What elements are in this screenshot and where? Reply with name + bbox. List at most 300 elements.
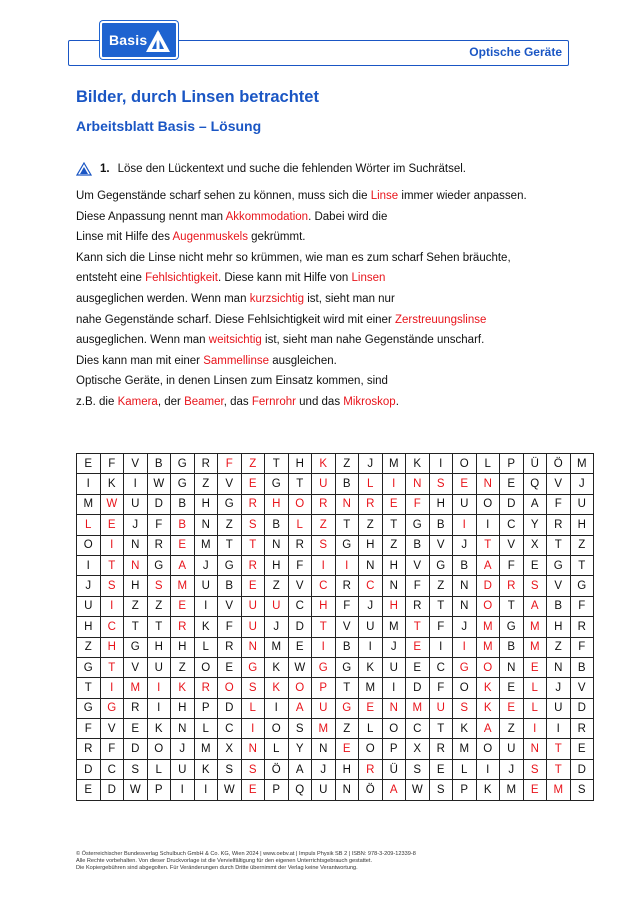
grid-row	[77, 780, 594, 800]
grid-cell: G	[500, 617, 524, 637]
grid-cell: J	[453, 535, 477, 555]
grid-cell-highlighted: C	[312, 576, 336, 596]
grid-cell: M	[570, 454, 594, 474]
grid-cell: O	[359, 739, 383, 759]
grid-cell: U	[547, 698, 571, 718]
grid-cell: E	[124, 719, 148, 739]
grid-cell-highlighted: E	[171, 596, 195, 616]
grid-cell-highlighted: T	[312, 617, 336, 637]
text-segment: ausgeglichen. Wenn man	[76, 334, 209, 347]
grid-cell: P	[382, 739, 406, 759]
grid-cell: H	[359, 535, 383, 555]
grid-cell: Z	[429, 576, 453, 596]
grid-cell: T	[382, 515, 406, 535]
grid-cell: Z	[335, 454, 359, 474]
grid-cell: S	[288, 719, 312, 739]
grid-cell-highlighted: O	[218, 678, 242, 698]
grid-cell-highlighted: I	[147, 678, 171, 698]
grid-cell: G	[547, 555, 571, 575]
grid-cell-highlighted: E	[382, 494, 406, 514]
grid-cell: B	[265, 515, 289, 535]
grid-cell: N	[171, 719, 195, 739]
grid-cell: V	[218, 596, 242, 616]
answer-word: weitsichtig	[208, 334, 262, 347]
grid-row	[77, 617, 594, 637]
grid-cell: U	[77, 596, 101, 616]
grid-cell-highlighted: R	[171, 617, 195, 637]
text-segment: . Diese kann mit Hilfe von	[217, 272, 352, 285]
grid-cell-highlighted: G	[453, 657, 477, 677]
grid-cell-highlighted: N	[476, 474, 500, 494]
grid-cell-highlighted: K	[476, 698, 500, 718]
grid-cell: I	[171, 780, 195, 800]
grid-cell-highlighted: G	[312, 657, 336, 677]
grid-cell: L	[265, 739, 289, 759]
grid-cell: N	[382, 576, 406, 596]
grid-cell: G	[171, 454, 195, 474]
grid-cell-highlighted: U	[312, 698, 336, 718]
grid-cell: O	[476, 739, 500, 759]
grid-cell: D	[500, 494, 524, 514]
grid-cell: I	[429, 454, 453, 474]
grid-cell-highlighted: E	[171, 535, 195, 555]
grid-cell: W	[218, 780, 242, 800]
grid-cell: G	[335, 657, 359, 677]
grid-cell: I	[476, 759, 500, 779]
grid-cell: J	[77, 576, 101, 596]
grid-cell-highlighted: M	[547, 780, 571, 800]
grid-cell: K	[265, 657, 289, 677]
grid-cell-highlighted: Z	[312, 515, 336, 535]
grid-cell: L	[147, 759, 171, 779]
grid-cell-highlighted: W	[100, 494, 124, 514]
text-segment: Optische Geräte, in denen Linsen zum Einsatz kommen, sind	[76, 375, 388, 388]
text-segment: immer wieder anpassen.	[398, 190, 527, 202]
grid-cell: C	[406, 719, 430, 739]
grid-cell: F	[547, 494, 571, 514]
grid-cell-highlighted: O	[476, 596, 500, 616]
answer-word: Akkommodation	[225, 210, 309, 223]
grid-cell: D	[570, 759, 594, 779]
grid-cell-highlighted: U	[312, 474, 336, 494]
grid-cell: C	[218, 719, 242, 739]
grid-cell: U	[171, 759, 195, 779]
grid-cell: U	[359, 617, 383, 637]
grid-cell: V	[124, 657, 148, 677]
grid-cell: Ö	[265, 759, 289, 779]
grid-cell-highlighted: L	[523, 678, 547, 698]
grid-cell: J	[359, 454, 383, 474]
text-segment: ist, sieht man nur	[304, 292, 395, 305]
grid-cell-highlighted: U	[241, 596, 265, 616]
grid-row	[77, 759, 594, 779]
grid-cell: J	[265, 617, 289, 637]
grid-cell-highlighted: R	[359, 759, 383, 779]
grid-row	[77, 698, 594, 718]
grid-cell: Ü	[382, 759, 406, 779]
grid-cell: E	[77, 780, 101, 800]
answer-word: kurzsichtig	[249, 292, 305, 305]
grid-row	[77, 576, 594, 596]
grid-cell: F	[429, 678, 453, 698]
grid-cell: B	[500, 637, 524, 657]
grid-cell-highlighted: S	[241, 678, 265, 698]
grid-cell: N	[265, 535, 289, 555]
difficulty-triangle-icon	[76, 162, 92, 176]
grid-cell-highlighted: R	[312, 494, 336, 514]
grid-cell-highlighted: T	[547, 739, 571, 759]
grid-cell: J	[359, 596, 383, 616]
grid-cell-highlighted: O	[288, 494, 312, 514]
grid-cell: X	[406, 739, 430, 759]
grid-cell: J	[312, 759, 336, 779]
grid-cell-highlighted: A	[476, 555, 500, 575]
task-number: 1.	[100, 163, 110, 175]
grid-cell: H	[171, 637, 195, 657]
grid-cell: D	[100, 780, 124, 800]
grid-cell: D	[77, 759, 101, 779]
grid-cell: K	[359, 657, 383, 677]
grid-cell-highlighted: I	[100, 596, 124, 616]
grid-cell: D	[124, 739, 148, 759]
grid-cell: R	[77, 739, 101, 759]
grid-cell-highlighted: E	[523, 657, 547, 677]
footer-line: Die Kopiergebühren sind abgegolten. Für Veränderungen durch Dritte übernimmt der Verlag keine Verantwortung.	[76, 865, 358, 872]
grid-cell: E	[406, 657, 430, 677]
grid-cell-highlighted: G	[335, 698, 359, 718]
grid-cell: I	[429, 637, 453, 657]
grid-cell-highlighted: M	[476, 617, 500, 637]
grid-cell-highlighted: I	[312, 555, 336, 575]
grid-cell: Q	[523, 474, 547, 494]
grid-cell: B	[406, 535, 430, 555]
grid-cell: G	[171, 474, 195, 494]
grid-cell-highlighted: S	[312, 535, 336, 555]
grid-cell: Ö	[359, 780, 383, 800]
grid-cell: H	[570, 515, 594, 535]
grid-cell-highlighted: P	[312, 678, 336, 698]
text-segment: z.B. die	[76, 395, 118, 408]
grid-cell: E	[570, 739, 594, 759]
grid-cell: J	[570, 474, 594, 494]
grid-cell: H	[147, 637, 171, 657]
grid-cell: I	[124, 474, 148, 494]
grid-cell: T	[570, 555, 594, 575]
grid-cell: K	[147, 719, 171, 739]
grid-cell-highlighted: E	[100, 515, 124, 535]
grid-cell: X	[218, 739, 242, 759]
grid-cell-highlighted: M	[171, 576, 195, 596]
grid-cell: N	[359, 555, 383, 575]
grid-cell: M	[194, 535, 218, 555]
grid-cell: I	[77, 474, 101, 494]
grid-cell: B	[547, 596, 571, 616]
grid-cell: N	[453, 596, 477, 616]
grid-cell-highlighted: H	[265, 494, 289, 514]
grid-cell: S	[429, 780, 453, 800]
grid-cell-highlighted: E	[241, 576, 265, 596]
grid-row	[77, 535, 594, 555]
answer-word: Linse	[370, 190, 399, 202]
grid-cell: N	[335, 780, 359, 800]
grid-cell: G	[124, 637, 148, 657]
grid-cell: B	[218, 576, 242, 596]
grid-cell: H	[77, 617, 101, 637]
grid-cell: S	[124, 759, 148, 779]
grid-cell: O	[194, 657, 218, 677]
cloze-text	[76, 188, 527, 415]
text-line	[76, 332, 527, 353]
grid-cell: G	[406, 515, 430, 535]
grid-cell-highlighted: N	[335, 494, 359, 514]
grid-cell-highlighted: A	[382, 780, 406, 800]
grid-cell-highlighted: N	[406, 474, 430, 494]
grid-cell-highlighted: M	[124, 678, 148, 698]
logo-text: Basis	[109, 32, 148, 48]
grid-cell: E	[523, 555, 547, 575]
grid-cell: P	[194, 698, 218, 718]
grid-cell: H	[382, 555, 406, 575]
grid-cell: P	[500, 454, 524, 474]
grid-cell: T	[265, 454, 289, 474]
grid-cell: B	[570, 657, 594, 677]
grid-cell: I	[265, 698, 289, 718]
grid-cell-highlighted: E	[359, 698, 383, 718]
grid-cell-highlighted: I	[100, 535, 124, 555]
grid-cell: U	[124, 494, 148, 514]
grid-cell-highlighted: G	[241, 657, 265, 677]
grid-cell-highlighted: K	[476, 678, 500, 698]
grid-cell-highlighted: K	[265, 678, 289, 698]
grid-cell: K	[476, 780, 500, 800]
grid-cell: F	[406, 576, 430, 596]
grid-cell: H	[194, 494, 218, 514]
grid-cell: K	[194, 617, 218, 637]
grid-cell: O	[77, 535, 101, 555]
grid-cell: T	[335, 678, 359, 698]
grid-cell: G	[265, 474, 289, 494]
grid-cell-highlighted: A	[476, 719, 500, 739]
grid-cell-highlighted: N	[382, 698, 406, 718]
grid-cell: Z	[194, 474, 218, 494]
grid-cell: Z	[335, 719, 359, 739]
grid-cell: B	[335, 474, 359, 494]
grid-cell: W	[406, 780, 430, 800]
grid-row	[77, 555, 594, 575]
grid-cell: H	[335, 759, 359, 779]
grid-cell-highlighted: N	[523, 739, 547, 759]
answer-word: Mikroskop	[343, 395, 396, 408]
grid-cell: O	[265, 719, 289, 739]
grid-cell: S	[218, 759, 242, 779]
grid-row	[77, 719, 594, 739]
grid-cell-highlighted: R	[500, 576, 524, 596]
grid-cell: I	[194, 780, 218, 800]
grid-cell: F	[77, 719, 101, 739]
grid-cell: M	[359, 678, 383, 698]
grid-cell-highlighted: E	[500, 698, 524, 718]
grid-cell-highlighted: U	[429, 698, 453, 718]
grid-cell-highlighted: L	[523, 698, 547, 718]
grid-cell-highlighted: U	[265, 596, 289, 616]
grid-cell-highlighted: T	[241, 535, 265, 555]
grid-cell: D	[288, 617, 312, 637]
grid-cell: D	[570, 698, 594, 718]
grid-cell: F	[429, 617, 453, 637]
grid-cell: U	[312, 780, 336, 800]
grid-cell-highlighted: E	[241, 780, 265, 800]
grid-cell-highlighted: T	[406, 617, 430, 637]
grid-cell-highlighted: T	[476, 535, 500, 555]
grid-cell: X	[523, 535, 547, 555]
grid-cell: T	[547, 535, 571, 555]
grid-cell-highlighted: O	[288, 678, 312, 698]
grid-cell-highlighted: O	[476, 657, 500, 677]
grid-cell: U	[382, 657, 406, 677]
text-segment: Dies kann man mit einer	[76, 354, 204, 367]
grid-cell: Z	[77, 637, 101, 657]
grid-cell: N	[312, 739, 336, 759]
grid-cell: T	[429, 596, 453, 616]
grid-row	[77, 515, 594, 535]
text-line	[76, 312, 527, 333]
grid-cell: V	[429, 535, 453, 555]
grid-cell-highlighted: E	[453, 474, 477, 494]
footer-line: Alle Rechte vorbehalten. Von dieser Druckvorlage ist die Vervielfältigung für den eigenen Unterrichtsgebrauch gestattet.	[76, 858, 373, 865]
grid-cell: M	[265, 637, 289, 657]
grid-cell: Z	[147, 596, 171, 616]
grid-cell: E	[77, 454, 101, 474]
grid-cell: T	[288, 474, 312, 494]
grid-cell: F	[500, 555, 524, 575]
grid-cell: F	[147, 515, 171, 535]
grid-cell-highlighted: G	[100, 698, 124, 718]
grid-cell: H	[429, 494, 453, 514]
grid-cell: S	[570, 780, 594, 800]
grid-cell: I	[547, 719, 571, 739]
grid-cell: V	[570, 678, 594, 698]
grid-cell: U	[570, 494, 594, 514]
grid-cell: B	[335, 637, 359, 657]
page-title: Bilder, durch Linsen betrachtet	[76, 88, 319, 106]
grid-row	[77, 739, 594, 759]
grid-cell-highlighted: R	[241, 555, 265, 575]
grid-cell-highlighted: L	[288, 515, 312, 535]
grid-cell: U	[194, 576, 218, 596]
grid-cell: G	[77, 657, 101, 677]
grid-cell: L	[194, 637, 218, 657]
grid-cell: G	[429, 555, 453, 575]
word-search-grid	[76, 453, 594, 801]
grid-row	[77, 657, 594, 677]
grid-cell: R	[147, 535, 171, 555]
grid-cell-highlighted: I	[453, 515, 477, 535]
grid-cell: U	[453, 494, 477, 514]
grid-cell: K	[100, 474, 124, 494]
grid-row	[77, 678, 594, 698]
text-segment: nahe Gegenstände scharf. Diese Fehlsichtigkeit wird mit einer	[76, 313, 395, 326]
grid-cell: R	[218, 637, 242, 657]
grid-cell: O	[453, 454, 477, 474]
grid-cell-highlighted: S	[429, 474, 453, 494]
grid-cell: C	[429, 657, 453, 677]
publisher-logo	[100, 21, 178, 59]
grid-cell-highlighted: T	[547, 759, 571, 779]
text-segment: , das	[223, 395, 252, 408]
grid-cell-highlighted: I	[523, 719, 547, 739]
grid-cell: V	[288, 576, 312, 596]
grid-cell: E	[429, 759, 453, 779]
grid-cell: C	[288, 596, 312, 616]
grid-cell-highlighted: L	[77, 515, 101, 535]
grid-cell: O	[147, 739, 171, 759]
grid-cell-highlighted: L	[241, 698, 265, 718]
grid-cell: E	[288, 637, 312, 657]
answer-word: Beamer	[184, 395, 224, 408]
grid-cell: Z	[500, 719, 524, 739]
grid-cell-highlighted: I	[453, 637, 477, 657]
grid-cell: T	[500, 596, 524, 616]
grid-cell: U	[500, 739, 524, 759]
grid-cell-highlighted: A	[523, 596, 547, 616]
grid-cell-highlighted: S	[241, 515, 265, 535]
grid-cell: T	[147, 617, 171, 637]
grid-cell: R	[570, 719, 594, 739]
grid-cell-highlighted: N	[241, 637, 265, 657]
grid-cell: J	[124, 515, 148, 535]
grid-cell: G	[147, 555, 171, 575]
page-subtitle: Arbeitsblatt Basis – Lösung	[76, 118, 262, 134]
grid-cell: T	[429, 719, 453, 739]
grid-cell: G	[570, 576, 594, 596]
answer-word: Linsen	[351, 272, 386, 285]
answer-word: Fernrohr	[251, 395, 296, 408]
task-text: Löse den Lückentext und suche die fehlenden Wörter im Suchrätsel.	[117, 163, 466, 175]
grid-cell: Z	[171, 657, 195, 677]
grid-cell-highlighted: L	[359, 474, 383, 494]
grid-cell: Z	[547, 637, 571, 657]
topic-label: Optische Geräte	[469, 45, 562, 59]
text-segment: , der	[157, 395, 185, 408]
grid-cell-highlighted: C	[100, 617, 124, 637]
grid-cell: N	[547, 657, 571, 677]
text-segment: ist, sieht man nahe Gegenstände unscharf.	[261, 334, 485, 347]
grid-cell: F	[100, 454, 124, 474]
grid-cell-highlighted: N	[124, 555, 148, 575]
grid-cell-highlighted: S	[453, 698, 477, 718]
grid-row	[77, 596, 594, 616]
grid-cell: R	[570, 617, 594, 637]
grid-cell-highlighted: N	[241, 739, 265, 759]
grid-cell-highlighted: M	[312, 719, 336, 739]
grid-cell: P	[453, 780, 477, 800]
grid-cell: M	[453, 739, 477, 759]
grid-cell: T	[335, 515, 359, 535]
grid-cell: F	[288, 555, 312, 575]
grid-cell: J	[453, 617, 477, 637]
grid-cell: T	[124, 617, 148, 637]
grid-cell: Z	[382, 535, 406, 555]
grid-cell: F	[570, 596, 594, 616]
grid-cell: Y	[288, 739, 312, 759]
grid-cell-highlighted: K	[312, 454, 336, 474]
text-line	[76, 270, 527, 291]
grid-cell: B	[147, 454, 171, 474]
grid-cell: Z	[359, 515, 383, 535]
grid-cell: H	[265, 555, 289, 575]
grid-cell: W	[147, 474, 171, 494]
text-line	[76, 250, 527, 271]
